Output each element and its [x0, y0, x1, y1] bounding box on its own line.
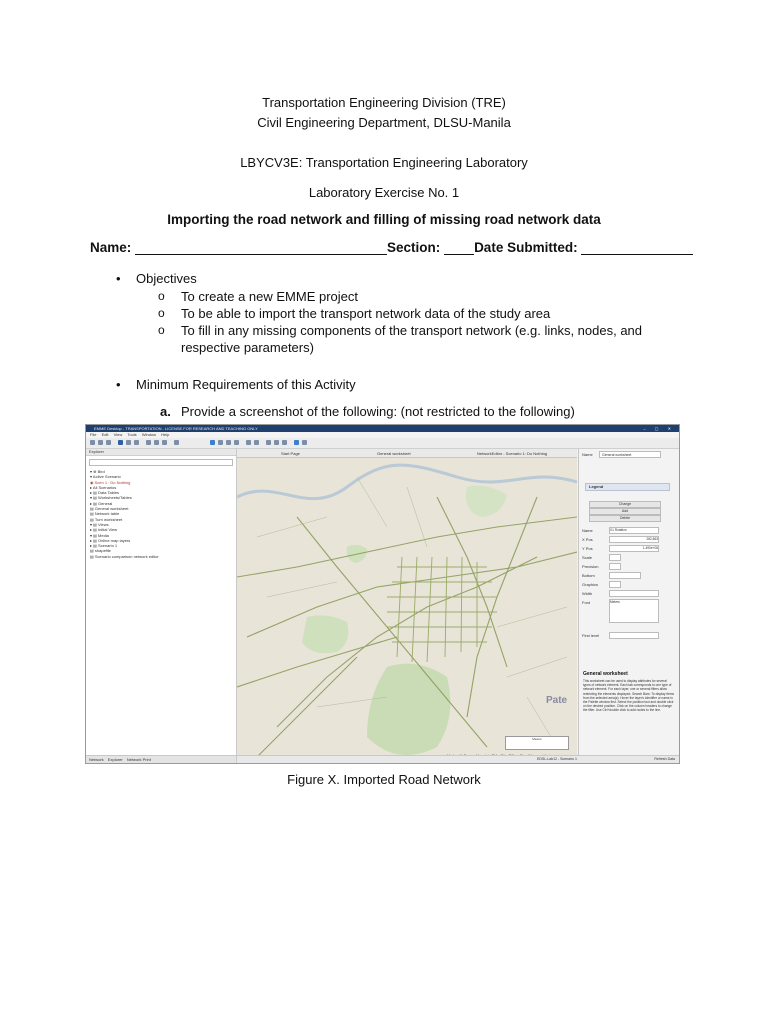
course-heading: LBYCV3E: Transportation Engineering Laboratory	[240, 155, 528, 170]
map-tabs	[237, 449, 577, 458]
status-text: EDSL-Lab12 - Scenario 1	[537, 757, 577, 761]
list-item: o To be able to import the transport network data of the study area	[158, 306, 551, 321]
field-label: Graphics	[582, 582, 599, 587]
figure-caption: Figure X. Imported Road Network	[287, 772, 481, 787]
undo-icon[interactable]	[126, 440, 131, 445]
network-map[interactable]	[237, 449, 577, 763]
menu-edit[interactable]: Edit	[101, 432, 109, 437]
tab-explorer[interactable]: Explorer	[107, 757, 123, 762]
field-input[interactable]	[609, 590, 659, 597]
cursor-icon[interactable]	[294, 440, 299, 445]
field-label: Font	[582, 600, 591, 605]
list-item: o To create a new EMME project	[158, 289, 359, 304]
division-heading: Transportation Engineering Division (TRE)	[262, 95, 506, 110]
department-heading: Civil Engineering Department, DLSU-Manila	[257, 115, 511, 130]
park-area	[302, 615, 348, 653]
field-label: Width	[582, 591, 593, 596]
field-input[interactable]: 282,863	[609, 536, 659, 543]
tree-item[interactable]: ▸ ▤ General	[90, 500, 113, 506]
tree-item[interactable]: ▤ Network table	[90, 511, 120, 517]
map-scale-bar	[505, 736, 569, 750]
explorer-tree	[86, 469, 236, 559]
field-input[interactable]: 1.490e+06	[609, 545, 659, 552]
help-section-title: General worksheet	[583, 671, 628, 677]
field-label: Precision	[582, 564, 599, 569]
menu-window[interactable]: Window	[141, 432, 157, 437]
save-icon[interactable]	[106, 440, 111, 445]
redo-icon[interactable]	[134, 440, 139, 445]
explorer-pane	[86, 449, 237, 763]
database-icon[interactable]	[118, 440, 123, 445]
menu-tools[interactable]: Tools	[127, 432, 137, 437]
pan-icon[interactable]	[218, 440, 223, 445]
tab-network-print[interactable]: Network Print	[126, 757, 151, 762]
name-field[interactable]	[135, 240, 387, 255]
scale-label: Meters	[532, 737, 542, 741]
help-icon[interactable]	[302, 440, 307, 445]
layers-icon[interactable]	[254, 440, 259, 445]
date-field[interactable]	[581, 240, 693, 255]
grid-icon[interactable]	[246, 440, 251, 445]
name-label: Name:	[90, 240, 132, 255]
objectives-list	[116, 288, 676, 356]
tree-item[interactable]: ▸ ▤ Online map layers	[90, 537, 131, 543]
help-text: This worksheet can be used to display attributes for several types of network element. Each tab corresponds to one type of network element. For each layer, one or several filters allow restricting the elements displayed. Search Bars: To display items from the selected area(s): Hover the layer's identifier or name in the Palette window first. Select the position tool and double click on the desired position. Click on the column headers to change the filter. Use Ctrl+double click to add nodes to the line.	[583, 679, 675, 713]
panel-name-label: Name	[582, 452, 593, 457]
select-icon[interactable]	[210, 440, 215, 445]
tree-item[interactable]: ▾ ⊕ Bird	[90, 469, 105, 474]
tree-item[interactable]: ▤ Scenario comparison network editor	[90, 553, 159, 559]
tree-item[interactable]: ▸ ▤ Data Tables	[90, 490, 120, 496]
paste-icon[interactable]	[162, 440, 167, 445]
cut-icon[interactable]	[146, 440, 151, 445]
tree-item[interactable]: ▾ ▤ Media	[90, 532, 109, 538]
emme-screenshot	[85, 424, 680, 764]
document-title: Importing the road network and filling of missing road network data	[167, 212, 601, 227]
date-label: Date Submitted:	[474, 240, 578, 255]
field-input[interactable]	[609, 572, 641, 579]
road-network-svg	[237, 457, 577, 763]
add-button[interactable]: Add	[589, 508, 661, 515]
window-titlebar	[86, 425, 679, 432]
field-input[interactable]: X1 Rotation	[609, 527, 659, 534]
toolbar	[86, 438, 679, 449]
window-controls[interactable]: – ▢ ✕	[643, 426, 675, 431]
objectives-section	[116, 270, 676, 420]
tab-start-page[interactable]: Start Page	[281, 451, 300, 456]
objectives-label: • Objectives	[116, 270, 676, 287]
tree-item[interactable]: ▸ ▤ Scenario 1	[90, 543, 118, 549]
field-label: X Pos	[582, 537, 593, 542]
tree-item[interactable]: ▾ ▤ Views	[90, 521, 109, 527]
menu-file[interactable]: File	[90, 432, 97, 437]
section-field[interactable]	[444, 240, 474, 255]
tree-item[interactable]: ◉ Scen 1 : Do Nothing	[90, 479, 131, 485]
first-level-select[interactable]	[609, 632, 659, 639]
map-place-label: Pate	[546, 695, 568, 706]
legend-header[interactable]: Legend	[585, 483, 670, 491]
refresh-data-button[interactable]: Refresh Data	[654, 757, 675, 761]
menu-help[interactable]: Help	[161, 432, 170, 437]
tab-general-worksheet[interactable]: General worksheet	[377, 451, 411, 456]
explorer-title: Explorer	[86, 449, 236, 456]
first-level-label: First level	[582, 633, 600, 638]
search-icon[interactable]	[274, 440, 279, 445]
tree-item[interactable]: ▸ All Scenarios	[90, 484, 117, 490]
field-label: Y Pos	[582, 546, 593, 551]
exercise-heading: Laboratory Exercise No. 1	[308, 185, 460, 200]
change-button[interactable]: Change	[589, 501, 661, 508]
zoom-fit-icon[interactable]	[282, 440, 287, 445]
delete-button[interactable]: Delete	[589, 515, 661, 522]
section-label: Section:	[387, 240, 441, 255]
requirements-label: • Minimum Requirements of this Activity	[116, 376, 676, 393]
tab-network-editor[interactable]: NetworkEditor - Scenario 1: Do Nothing	[477, 451, 548, 456]
add-icon[interactable]	[174, 440, 179, 445]
text-area[interactable]: Meters	[609, 599, 659, 623]
menu-view[interactable]: View	[113, 432, 123, 437]
field-input[interactable]	[609, 563, 621, 570]
field-label: Bottom	[582, 573, 595, 578]
ruler-icon[interactable]	[266, 440, 271, 445]
open-icon[interactable]	[98, 440, 103, 445]
tab-network[interactable]: Network	[89, 757, 104, 762]
copy-icon[interactable]	[154, 440, 159, 445]
new-icon[interactable]	[90, 440, 95, 445]
status-bar	[237, 755, 679, 763]
list-item: o To fill in any missing components of the transport network (e.g. links, nodes, and respective parameters)	[158, 323, 643, 355]
tree-item[interactable]: ▾ Active Scenario	[90, 474, 121, 480]
field-input[interactable]	[609, 581, 621, 588]
tree-item[interactable]: ▤ Turn worksheet	[90, 516, 123, 522]
worksheet-select[interactable]: General worksheet	[599, 451, 661, 458]
student-info-row	[90, 240, 690, 255]
field-input[interactable]	[609, 554, 621, 561]
zoom-out-icon[interactable]	[234, 440, 239, 445]
explorer-search-input[interactable]	[89, 459, 233, 466]
worksheet-panel	[578, 449, 680, 763]
tree-item[interactable]: ▾ ▤ Worksheets/Tables	[90, 495, 132, 501]
tree-item[interactable]: ▤ shapefile	[90, 548, 111, 554]
zoom-in-icon[interactable]	[226, 440, 231, 445]
field-label: Scale	[582, 555, 593, 560]
requirements-item: a. Provide a screenshot of the following: (not restricted to the following)	[160, 404, 575, 419]
explorer-bottom-tabs	[86, 755, 236, 763]
window-title: EMME Desktop - TRANSPORTATION - LICENSE FOR RESEARCH AND TEACHING ONLY	[94, 426, 258, 431]
tree-item[interactable]: ▸ ▤ Initial View	[90, 527, 118, 533]
tree-item[interactable]: ▤ General worksheet	[90, 506, 129, 512]
field-label: Name	[582, 528, 593, 533]
